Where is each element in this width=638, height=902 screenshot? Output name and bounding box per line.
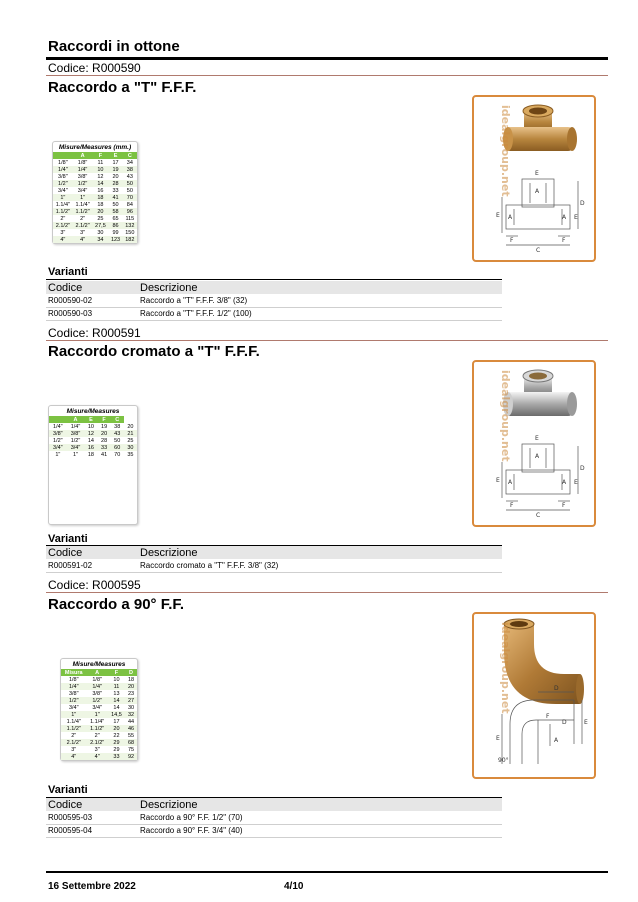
svg-text:F: F (546, 713, 550, 720)
measures-cell: 1/4" (87, 683, 108, 690)
elbow-drawing (474, 614, 594, 777)
svg-text:A: A (508, 214, 513, 221)
variants-header (46, 546, 502, 559)
measures-header-cell: D (125, 669, 137, 676)
variant-row (46, 812, 502, 825)
measures-row (49, 430, 137, 437)
measures-cell: 19 (108, 166, 122, 173)
measures-header-cell: E (84, 416, 97, 423)
measures-cell: 19 (101, 423, 108, 430)
measures-cell: 3/4" (58, 187, 68, 194)
measures-row (53, 166, 137, 173)
measures-cell: 4" (87, 753, 108, 760)
measures-cell: 1.1/4" (55, 201, 70, 208)
measures-cell: 10 (113, 676, 120, 683)
measures-cell: 33 (112, 187, 119, 194)
measures-row (49, 444, 137, 451)
measures-cell: 2" (80, 215, 86, 222)
measures-cell: 13 (113, 690, 120, 697)
measures-header-cell: Misura (61, 669, 87, 676)
measures-cell: 10 (87, 423, 94, 430)
measures-cell: 1.1/2" (61, 725, 87, 732)
variant-desc: Raccordo a "T" F.F.F. 3/8" (32) (140, 296, 248, 305)
measures-cell: 33 (108, 753, 125, 760)
measures-cell: 18 (97, 201, 104, 208)
measures-cell: 1" (53, 194, 73, 201)
measures-cell: 1/2" (53, 180, 73, 187)
measures-cell: 2.1/2" (73, 222, 93, 229)
variant-row (46, 825, 502, 838)
measures-cell: 27,5 (92, 222, 108, 229)
measures-cell: 99 (112, 229, 119, 236)
measures-cell: 1/2" (87, 697, 108, 704)
measures-cell: 60 (111, 444, 124, 451)
measures-cell: 3/4" (77, 187, 88, 194)
watermark: idealgroup.net (499, 105, 512, 197)
measures-cell: 1" (73, 194, 93, 201)
measures-cell: 1/8" (92, 676, 102, 683)
measures-cell: 3" (80, 229, 86, 236)
product-title: Raccordo cromato a "T" F.F.F. (48, 343, 260, 360)
measures-cell: 1.1/2" (53, 208, 73, 215)
measures-cell: 30 (127, 704, 135, 711)
measures-header-cell: C (111, 416, 124, 423)
variants-label: Varianti (48, 784, 88, 796)
measures-cell: 2.1/2" (53, 222, 73, 229)
measures-cell: 96 (123, 208, 137, 215)
measures-cell: 43 (111, 430, 124, 437)
measures-row (49, 451, 137, 458)
measures-cell: 4" (61, 753, 87, 760)
measures-cell: 2" (71, 732, 77, 739)
measures-row (61, 746, 137, 753)
col-descrizione: Descrizione (140, 547, 198, 559)
svg-text:E: E (535, 435, 539, 442)
measures-cell: 1/2" (70, 437, 81, 444)
variant-code: R000595-03 (48, 813, 93, 822)
measures-cell: 11 (97, 159, 104, 166)
measures-cell: 1/4" (53, 166, 73, 173)
measures-row (61, 739, 137, 746)
svg-text:A: A (535, 188, 540, 195)
svg-text:D: D (562, 719, 567, 726)
measures-row (61, 732, 137, 739)
measures-header-row (49, 416, 137, 423)
svg-text:F: F (510, 237, 514, 244)
measures-cell: 3/4" (68, 704, 79, 711)
measures-header-row (61, 669, 137, 676)
measures-cell: 3/4" (67, 444, 85, 451)
col-codice: Codice (48, 282, 83, 294)
variants-label: Varianti (48, 266, 88, 278)
measures-cell: 30 (124, 444, 137, 451)
measures-cell: 16 (84, 444, 97, 451)
measures-header-cell: F (92, 152, 108, 159)
measures-cell: 3/8" (49, 430, 67, 437)
product-title: Raccordo a "T" F.F.F. (48, 79, 197, 96)
variant-desc: Raccordo cromato a "T" F.F.F. 3/8" (32) (140, 561, 279, 570)
measures-cell: 70 (114, 451, 121, 458)
measures-cell: 70 (123, 194, 137, 201)
measures-cell: 18 (127, 676, 135, 683)
measures-cell: 14 (108, 697, 125, 704)
measures-title: Misure/Measures (72, 661, 126, 668)
measures-cell: 3/4" (49, 444, 67, 451)
measures-header-cell: A (87, 669, 108, 676)
measures-cell: 1/2" (73, 180, 93, 187)
measures-row (53, 229, 137, 236)
measures-title: Misure/Measures (66, 408, 120, 415)
measures-header-cell: A (73, 152, 93, 159)
measures-cell: 132 (123, 222, 137, 229)
svg-text:A: A (562, 214, 567, 221)
watermark: idealgroup.net (499, 622, 512, 714)
measures-row (61, 753, 137, 760)
measures-cell: 20 (92, 208, 108, 215)
variant-code: R000591-02 (48, 561, 93, 570)
measures-cell: 1/4" (73, 166, 93, 173)
measures-header-cell: C (123, 152, 137, 159)
measures-cell: 1.1/2" (73, 208, 93, 215)
measures-cell: 3/8" (77, 173, 88, 180)
measures-cell: 34 (126, 159, 133, 166)
measures-cell: 18 (87, 451, 94, 458)
measures-cell: 2" (60, 215, 66, 222)
measures-header-cell: A (67, 416, 85, 423)
measures-cell: 2" (94, 732, 100, 739)
measures-cell: 68 (125, 739, 137, 746)
measures-row (49, 437, 137, 444)
measures-row (53, 201, 137, 208)
measures-cell: 1/8" (58, 159, 68, 166)
measures-cell: 34 (92, 236, 108, 243)
measures-cell: 3" (60, 229, 66, 236)
svg-text:F: F (510, 502, 514, 509)
measures-row (53, 173, 137, 180)
measures-cell: 29 (108, 739, 125, 746)
measures-cell: 10 (92, 166, 108, 173)
measures-cell: 86 (108, 222, 122, 229)
measures-header-cell: F (98, 416, 111, 423)
tee-drawing (474, 97, 594, 260)
variants-header (46, 798, 502, 811)
measures-cell: 58 (108, 208, 122, 215)
measures-cell: 14 (87, 437, 94, 444)
measures-cell: 55 (127, 732, 135, 739)
measures-cell: 1/4" (70, 423, 81, 430)
code-rule (46, 340, 608, 341)
measures-cell: 12 (97, 173, 104, 180)
measures-cell: 41 (101, 451, 108, 458)
variant-desc: Raccordo a 90° F.F. 1/2" (70) (140, 813, 243, 822)
footer-rule (46, 871, 608, 873)
measures-cell: 3" (94, 746, 100, 753)
variant-row (46, 560, 502, 573)
measures-cell: 30 (97, 229, 104, 236)
svg-text:D: D (580, 200, 585, 207)
measures-row (61, 676, 137, 683)
variant-desc: Raccordo a "T" F.F.F. 1/2" (100) (140, 309, 252, 318)
code-rule (46, 75, 608, 76)
measures-row (61, 690, 137, 697)
svg-text:A: A (535, 453, 540, 460)
svg-text:D: D (554, 685, 559, 692)
variant-desc: Raccordo a 90° F.F. 3/4" (40) (140, 826, 243, 835)
measures-cell: 16 (97, 187, 104, 194)
footer-date: 16 Settembre 2022 (48, 881, 136, 892)
col-codice: Codice (48, 547, 83, 559)
measures-cell: 1/4" (61, 683, 87, 690)
variant-code: R000590-02 (48, 296, 93, 305)
measures-cell: 1/4" (53, 423, 63, 430)
svg-text:A: A (554, 737, 559, 744)
measures-row (53, 194, 137, 201)
code-rule (46, 592, 608, 593)
svg-text:E: E (496, 212, 500, 219)
product-code: Codice: R000590 (48, 61, 141, 75)
measures-cell: 14 (92, 180, 108, 187)
measures-cell: 14 (113, 704, 120, 711)
measures-row (61, 683, 137, 690)
measures-cell: 1" (87, 711, 108, 718)
measures-cell: 29 (113, 746, 120, 753)
measures-header-row (53, 152, 137, 159)
measures-row (61, 718, 137, 725)
measures-cell: 1/8" (77, 159, 88, 166)
measures-table (48, 405, 138, 525)
measures-cell: 1/2" (61, 697, 87, 704)
measures-cell: 4" (73, 236, 93, 243)
measures-cell: 20 (127, 423, 134, 430)
measures-row (53, 159, 137, 166)
measures-cell: 41 (108, 194, 122, 201)
svg-text:E: E (496, 735, 500, 742)
measures-cell: 12 (84, 430, 97, 437)
measures-cell: 3/8" (58, 173, 68, 180)
chrome-tee-drawing (474, 362, 594, 525)
measures-grid (53, 152, 137, 243)
measures-cell: 32 (125, 711, 137, 718)
measures-row (53, 180, 137, 187)
measures-cell: 46 (125, 725, 137, 732)
variants-rule (46, 279, 502, 280)
measures-cell: 28 (101, 437, 108, 444)
svg-text:E: E (535, 170, 539, 177)
watermark: idealgroup.net (499, 370, 512, 462)
product-image (472, 360, 596, 527)
measures-cell: 3/8" (67, 430, 85, 437)
measures-cell: 17 (112, 159, 119, 166)
variant-code: R000595-04 (48, 826, 93, 835)
measures-header-cell: E (108, 152, 122, 159)
measures-header-cell: F (108, 669, 125, 676)
measures-row (53, 236, 137, 243)
measures-cell: 3" (71, 746, 77, 753)
measures-cell: 115 (125, 215, 135, 222)
measures-table (52, 141, 138, 244)
measures-cell: 75 (127, 746, 135, 753)
measures-cell: 33 (98, 444, 111, 451)
svg-text:E: E (574, 214, 578, 221)
measures-cell: 20 (108, 725, 125, 732)
measures-cell: 1.1/4" (75, 201, 90, 208)
measures-cell: 27 (125, 697, 137, 704)
measures-cell: 182 (123, 236, 137, 243)
measures-title: Misure/Measures (mm.) (58, 144, 132, 151)
svg-text:A: A (508, 479, 513, 486)
angle-label: 90° (498, 757, 509, 764)
measures-cell: 21 (124, 430, 137, 437)
variants-header (46, 281, 502, 294)
title-rule (46, 57, 608, 60)
measures-cell: 17 (113, 718, 120, 725)
measures-cell: 20 (98, 430, 111, 437)
measures-cell: 23 (127, 690, 135, 697)
measures-row (49, 423, 137, 430)
measures-row (61, 725, 137, 732)
col-descrizione: Descrizione (140, 282, 198, 294)
measures-row (53, 222, 137, 229)
measures-cell: 14,5 (108, 711, 125, 718)
measures-cell: 4" (53, 236, 73, 243)
svg-text:A: A (562, 479, 567, 486)
variant-code: R000590-03 (48, 309, 93, 318)
measures-cell: 92 (125, 753, 137, 760)
measures-cell: 20 (112, 173, 119, 180)
svg-text:E: E (496, 477, 500, 484)
variant-row (46, 295, 502, 308)
variant-row (46, 308, 502, 321)
product-code: Codice: R000591 (48, 326, 141, 340)
measures-cell: 1" (55, 451, 61, 458)
measures-cell: 84 (126, 201, 133, 208)
svg-text:F: F (562, 237, 566, 244)
page-title: Raccordi in ottone (48, 38, 180, 55)
measures-grid (49, 416, 137, 458)
measures-row (61, 704, 137, 711)
product-image (472, 95, 596, 262)
measures-cell: 150 (125, 229, 135, 236)
measures-row (53, 208, 137, 215)
measures-cell: 25 (127, 437, 134, 444)
measures-cell: 11 (108, 683, 125, 690)
measures-cell: 2.1/2" (61, 739, 87, 746)
svg-text:F: F (562, 502, 566, 509)
col-descrizione: Descrizione (140, 799, 198, 811)
measures-cell: 1" (61, 711, 87, 718)
measures-cell: 3/4" (92, 704, 102, 711)
measures-cell: 123 (108, 236, 122, 243)
measures-row (53, 215, 137, 222)
product-title: Raccordo a 90° F.F. (48, 596, 185, 613)
measures-cell: 43 (126, 173, 133, 180)
page-number: 4/10 (284, 881, 304, 892)
measures-cell: 20 (125, 683, 137, 690)
measures-header-cell (49, 416, 67, 423)
measures-cell: 1/2" (53, 437, 63, 444)
measures-cell: 38 (114, 423, 121, 430)
product-code: Codice: R000595 (48, 578, 141, 592)
measures-row (61, 697, 137, 704)
measures-cell: 1.1/4" (90, 718, 105, 725)
measures-table (60, 658, 138, 761)
svg-text:E: E (584, 719, 588, 726)
measures-row (53, 187, 137, 194)
measures-cell: 44 (127, 718, 135, 725)
svg-text:D: D (580, 465, 585, 472)
measures-cell: 50 (112, 201, 119, 208)
measures-cell: 50 (126, 187, 133, 194)
measures-cell: 22 (113, 732, 120, 739)
measures-cell: 1.1/4" (66, 718, 81, 725)
measures-cell: 28 (108, 180, 122, 187)
measures-cell: 1.1/2" (87, 725, 108, 732)
col-codice: Codice (48, 799, 83, 811)
measures-cell: 65 (112, 215, 119, 222)
measures-cell: 38 (123, 166, 137, 173)
variants-label: Varianti (48, 533, 88, 545)
measures-header-cell (53, 152, 73, 159)
measures-cell: 18 (92, 194, 108, 201)
measures-cell: 3/8" (68, 690, 79, 697)
measures-grid (61, 669, 137, 760)
measures-cell: 50 (114, 437, 121, 444)
product-image (472, 612, 596, 779)
measures-cell: 2.1/2" (87, 739, 108, 746)
svg-text:C: C (536, 512, 541, 519)
measures-row (61, 711, 137, 718)
measures-cell: 50 (123, 180, 137, 187)
measures-cell: 3/8" (92, 690, 102, 697)
measures-cell: 35 (127, 451, 134, 458)
measures-cell: 1" (73, 451, 79, 458)
measures-cell: 1/8" (68, 676, 79, 683)
measures-cell: 25 (97, 215, 104, 222)
svg-text:E: E (574, 479, 578, 486)
svg-text:C: C (536, 247, 541, 254)
